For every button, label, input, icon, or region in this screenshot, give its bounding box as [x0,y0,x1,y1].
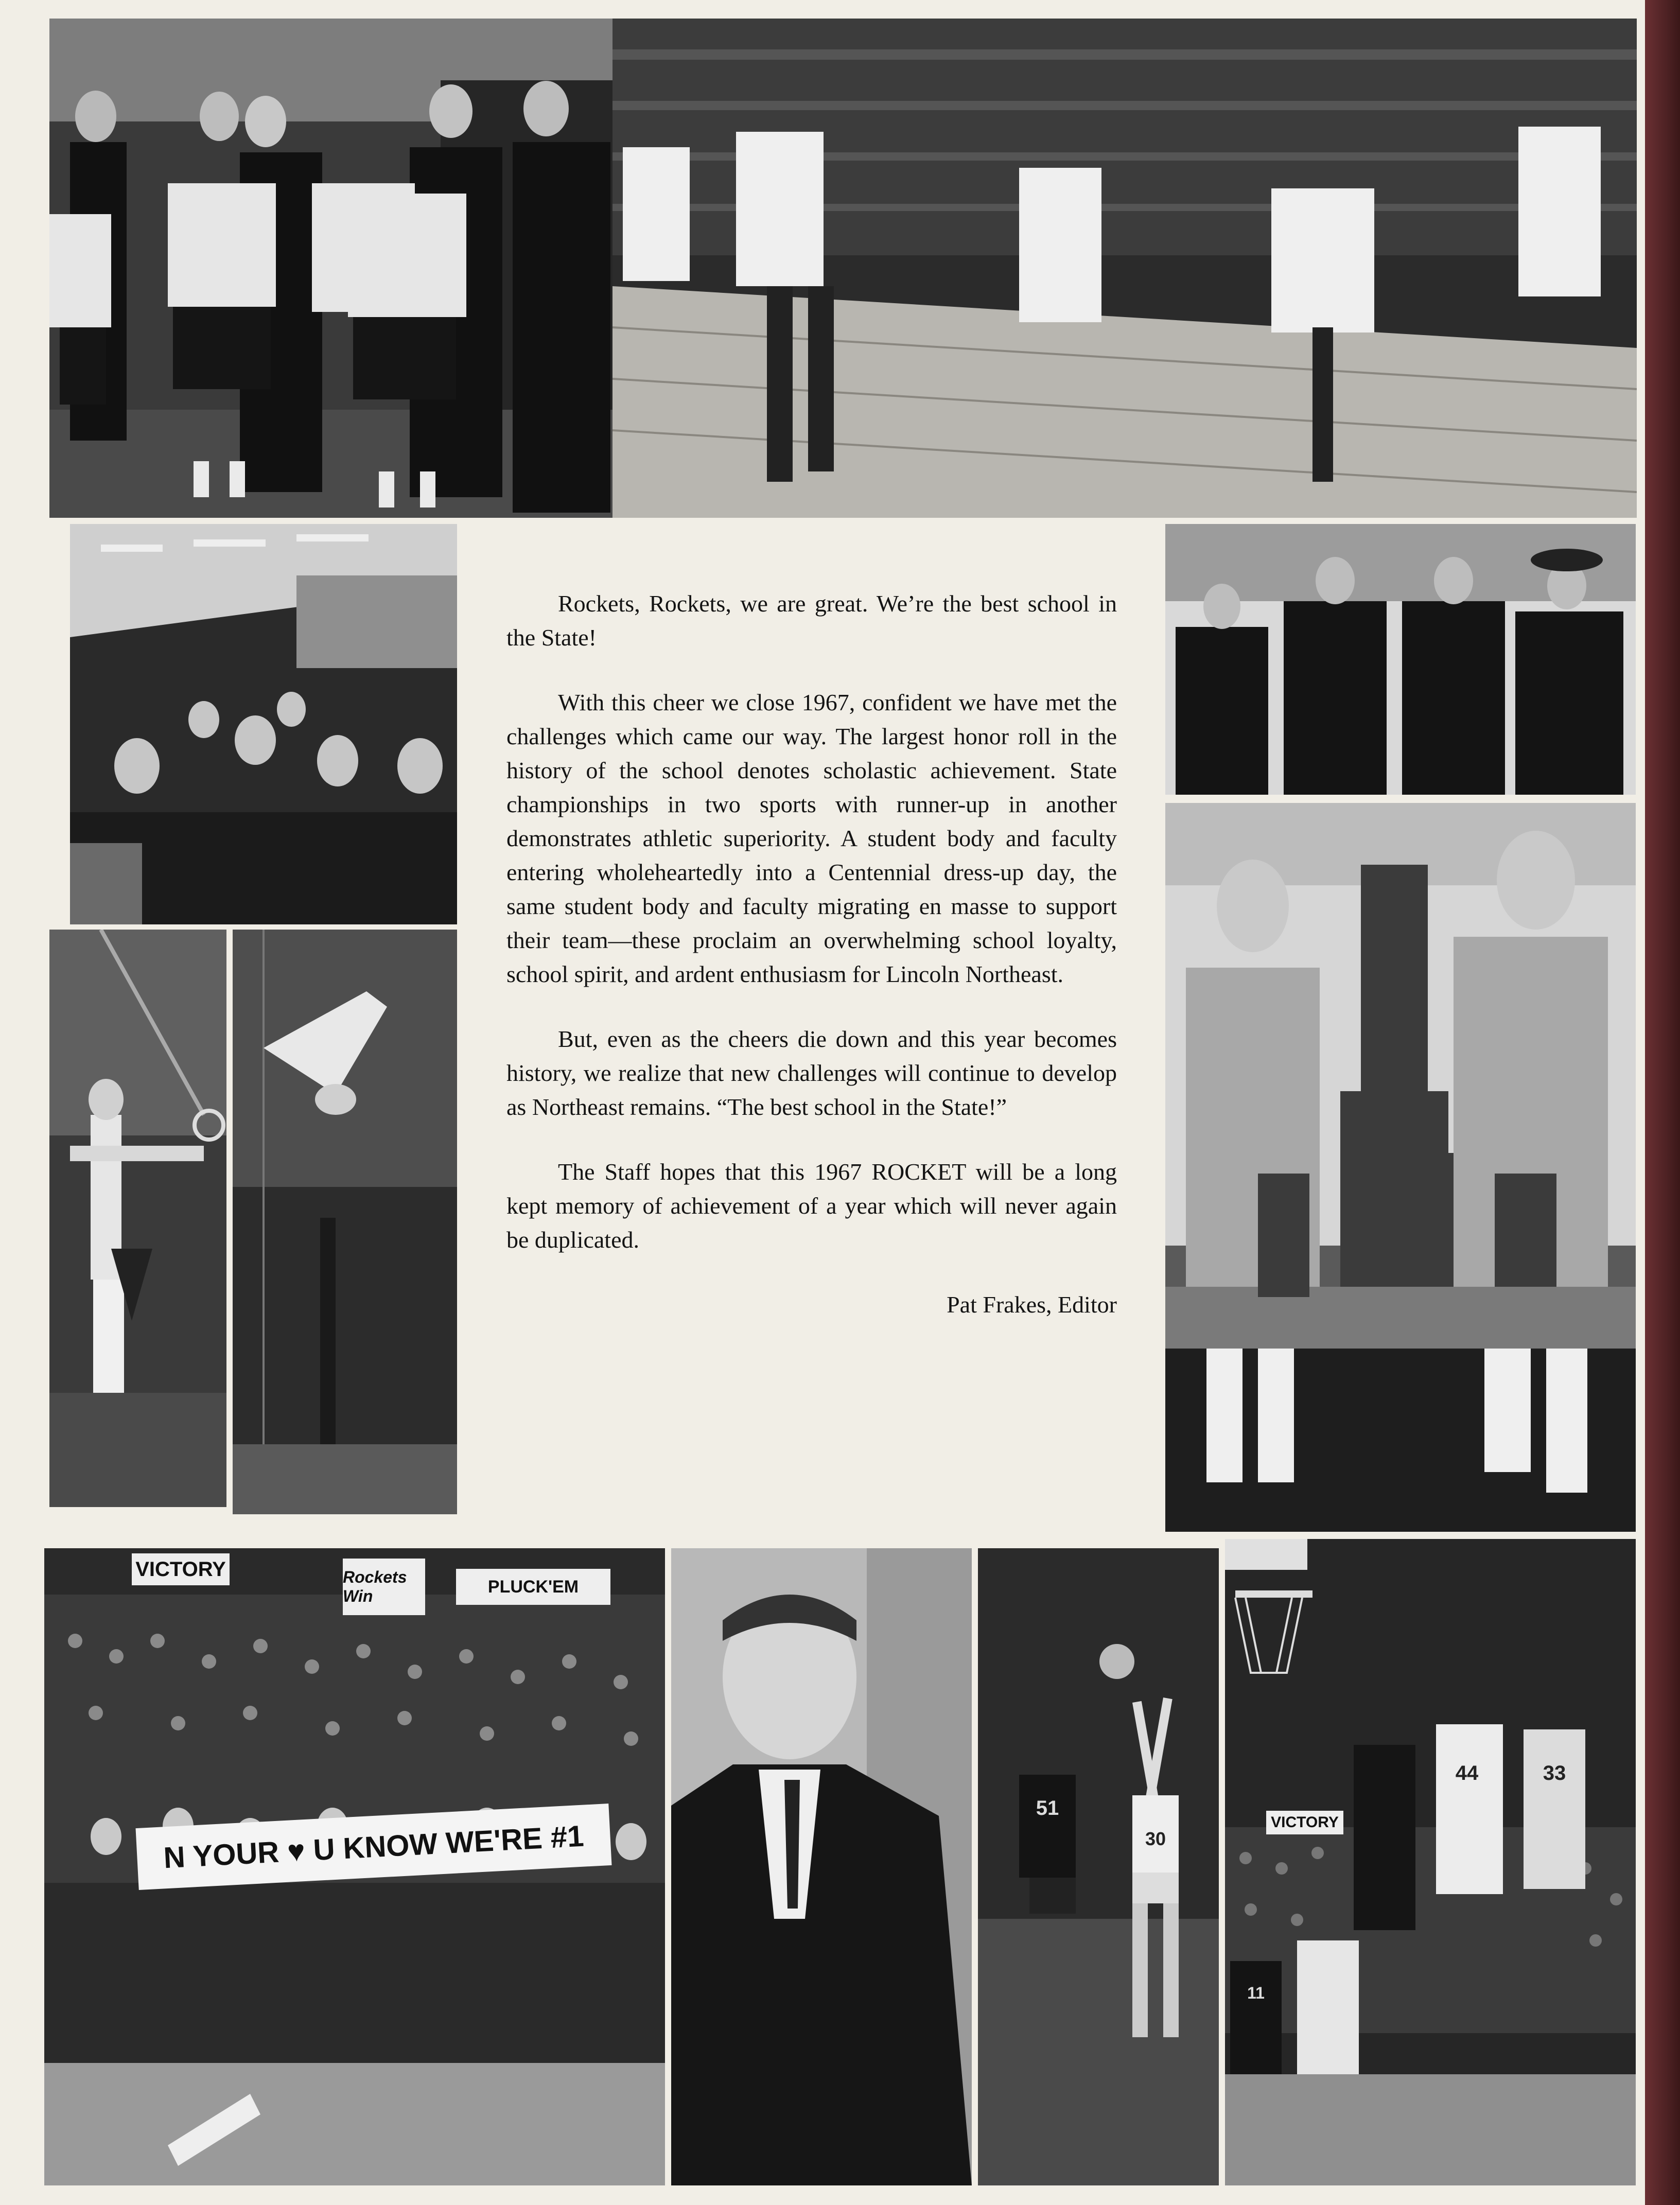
rockets-win-sign: Rockets Win [343,1559,425,1615]
photo-students-on-train [70,524,457,924]
photo-four-men [1165,524,1636,795]
jersey-number-51: 51 [1036,1796,1059,1819]
photo-cheerleaders-officials [49,19,612,518]
photo-basketball-jump-shot [978,1548,1219,2185]
essay-paragraph-4: The Staff hopes that this 1967 ROCKET will be a long kept memory of achievement of a year which will never again be duplicated. [506,1159,1117,1253]
jersey-number-30: 30 [1145,1828,1166,1849]
essay-paragraph-2: With this cheer we close 1967, confident we have met the challenges which came our way. The largest honor roll in the history of the school denotes scholastic achievement. State championships in two sports with runner-up in another demonstrates athletic superiority. A student body and faculty entering wholeheartedly into a Centennial dress-up day, the same student body and faculty migrating en masse to support their team—these proclaim an overwhelming school loyalty, school spirit, and ardent enthusiasm for Lincoln Northeast. [506,689,1117,987]
editor-signature: Pat Frakes, Editor [947,1291,1117,1318]
photo-trophy-presentation [1165,803,1636,1532]
pluck-em-sign: PLUCK'EM [456,1569,610,1605]
victory-sign-2: VICTORY [1266,1811,1343,1834]
photo-smiling-man-portrait [671,1548,972,2185]
number-one-banner: N YOUR ♥ U KNOW WE'RE #1 [135,1804,611,1890]
jersey-number-11: 11 [1247,1983,1265,2002]
photo-student-crowd-banner [44,1548,665,2185]
victory-sign: VICTORY [132,1553,230,1585]
photo-basketball-rebound [1225,1539,1636,2185]
closing-essay [506,587,1117,1353]
jersey-number-44: 44 [1455,1761,1479,1784]
binding-spine [1645,0,1680,2205]
photo-gymnast-inverted [233,930,457,1514]
essay-paragraph-3: But, even as the cheers die down and this year becomes history, we realize that new challenges will continue to develop as Northeast remains. “The best school in the State!” [506,1026,1117,1120]
essay-paragraph-1: Rockets, Rockets, we are great. We’re the best school in the State! [506,590,1117,651]
photo-gymnast-rings [49,930,226,1507]
photo-team-entering-court [612,19,1637,518]
jersey-number-33: 33 [1543,1761,1566,1784]
